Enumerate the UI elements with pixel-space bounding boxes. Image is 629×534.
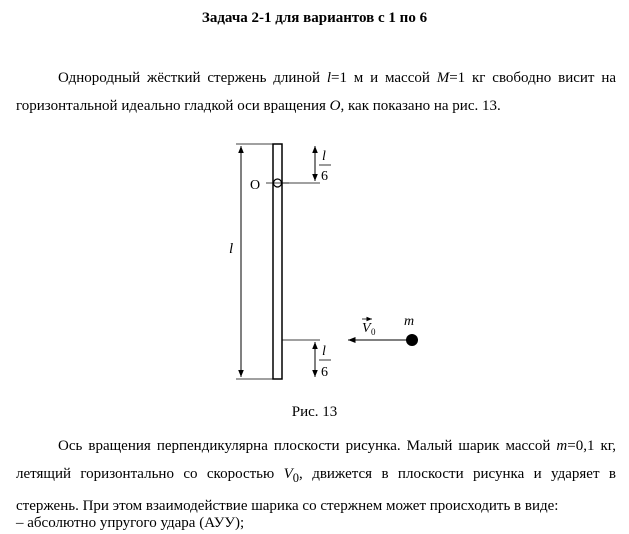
ball-m (406, 334, 418, 346)
label-V-sub: 0 (371, 327, 376, 337)
frac-top-num: l (322, 149, 326, 164)
label-V: V (362, 321, 371, 336)
label-O: O (250, 178, 261, 193)
problem-paragraph-2: Ось вращения перпендикулярна плоскости рисунка. Малый шарик массой m=0,1 кг, летящий горизонтально со скоростью $V_0$, движется в плоскости рисунка и ударяет в стержень. При этом взаимодействие шарика со стержнем может происходить в виде: (16, 438, 616, 514)
frac-top-den: 6 (321, 169, 328, 184)
frac-bot-den: 6 (321, 365, 328, 380)
figure-caption: Рис. 13 (291, 404, 338, 420)
label-m: m (404, 314, 415, 329)
label-l: l (229, 241, 234, 257)
task-title: Задача 2-1 для вариантов с 1 по 6 (201, 10, 428, 26)
list-item: – абсолютно упругого удара (АУУ); (16, 515, 245, 531)
frac-bot-num: l (322, 344, 326, 359)
problem-paragraph-1: Однородный жёсткий стержень длиной l=1 м и массой M=1 кг свободно висит на горизонтальной идеально гладкой оси вращения O, как показано на рис. 13. (16, 70, 616, 114)
